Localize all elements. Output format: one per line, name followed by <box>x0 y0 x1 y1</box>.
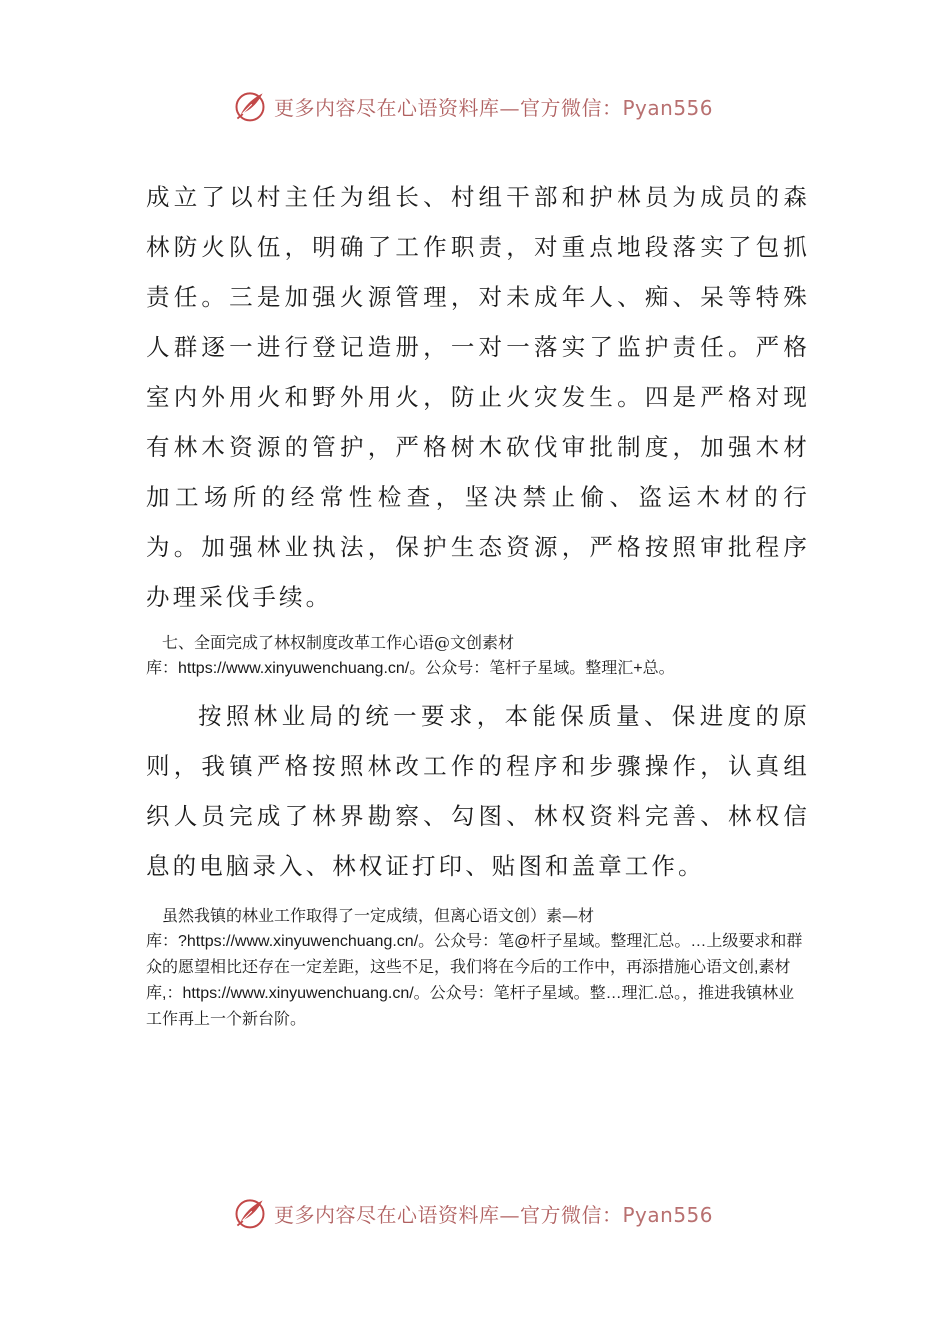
feather-quill-logo-icon <box>232 88 268 124</box>
watermark-wechat-id: Pyan556 <box>622 1202 713 1227</box>
watermark-text: 更多内容尽在心语资料库—官方微信：Pyan556 <box>273 1202 713 1227</box>
closing-line-2: 库：?https://www.xinyuwenchuang.cn/。公众号：笔@杆子星域。整理汇总。…上级要求和群众的愿望相比还存在一定差距，这些不足，我们将在今后的工作中，再添措施心语文创,素材库,：https://www.xinyuwenchuang.cn/。公众号：笔杆子星域。整…理汇.总。，推进我镇林业工作再上一个新台阶。 <box>146 933 803 1028</box>
document-body <box>146 172 810 1032</box>
footer-watermark <box>0 1193 950 1233</box>
header-watermark <box>0 86 950 126</box>
closing-paragraph <box>146 903 810 1032</box>
watermark-text: 更多内容尽在心语资料库—官方微信：Pyan556 <box>273 95 713 120</box>
feather-quill-logo-icon <box>232 1195 268 1231</box>
section-heading <box>146 630 810 681</box>
section-heading-line-1: 七、全面完成了林权制度改革工作心语@文创素材 <box>162 633 515 652</box>
body-paragraph-2: 按照林业局的统一要求，本能保质量、保进度的原则，我镇严格按照林改工作的程序和步骤操作，认真组织人员完成了林界勘察、勾图、林权资料完善、林权信息的电脑录入、林权证打印、贴图和盖章工作。 <box>146 702 810 880</box>
section-heading-line-2: 库：https://www.xinyuwenchuang.cn/。公众号：笔杆子星域。整理汇+总。 <box>146 660 675 677</box>
watermark-wechat-id: Pyan556 <box>622 95 713 120</box>
closing-line-1: 虽然我镇的林业工作取得了一定成绩，但离心语文创）素—材 <box>162 906 595 925</box>
body-paragraph-1: 成立了以村主任为组长、村组干部和护林员为成员的森林防火队伍，明确了工作职责，对重点地段落实了包抓责任。三是加强火源管理，对未成年人、痴、呆等特殊人群逐一进行登记造册，一对一落实了监护责任。严格室内外用火和野外用火，防止火灾发生。四是严格对现有林木资源的管护，严格树木砍伐审批制度，加强木材加工场所的经常性检查，坚决禁止偷、盗运木材的行为。加强林业执法，保护生态资源，严格按照审批程序办理采伐手续。 <box>146 183 810 611</box>
